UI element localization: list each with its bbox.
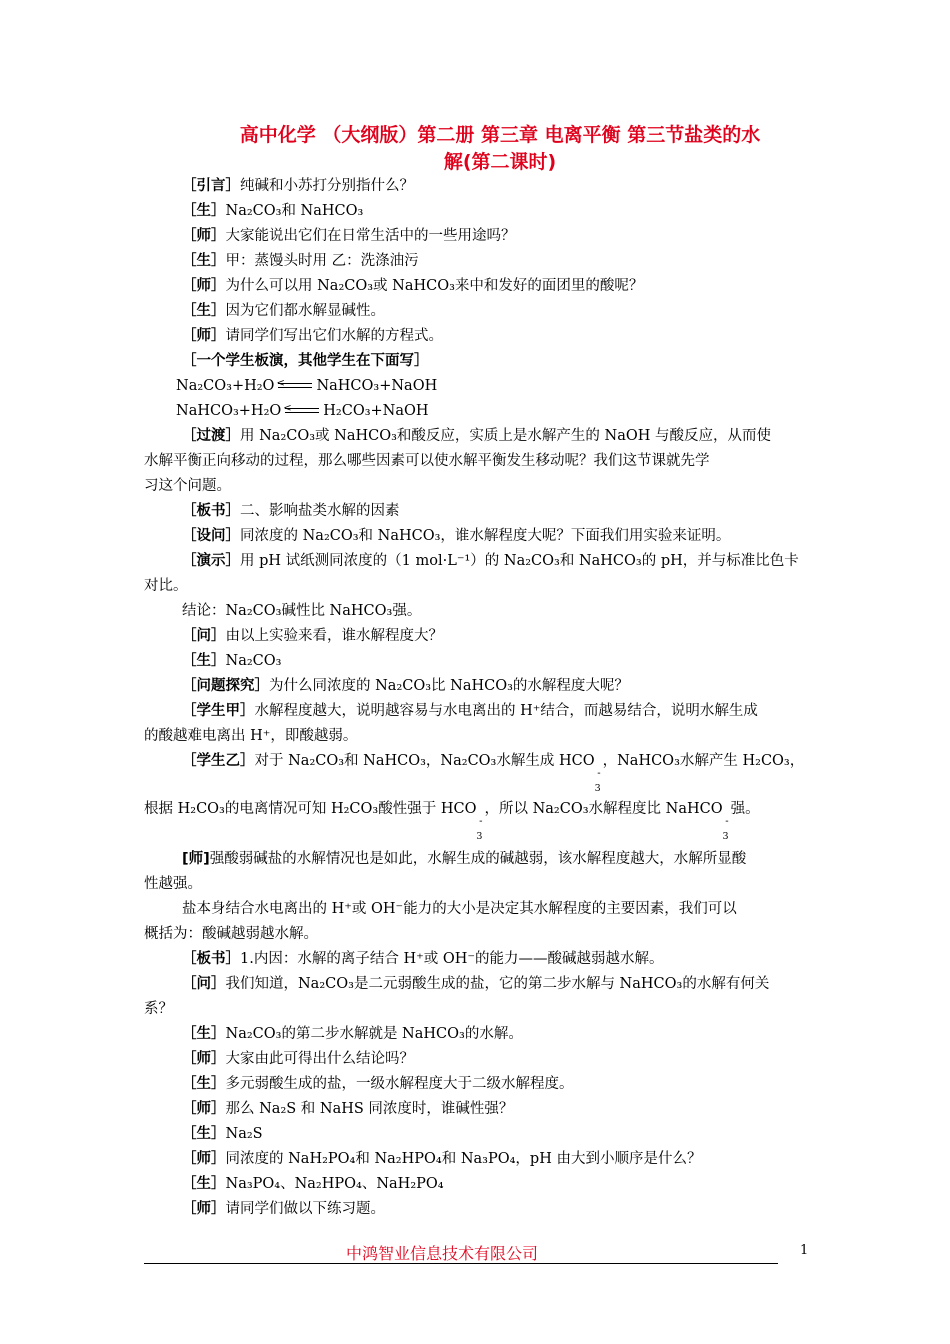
paragraph-text: 强酸弱碱盐的水解情况也是如此，水解生成的碱越弱，该水解程度越大，水解所显酸 [209,851,747,867]
paragraph-text: Na₂S [225,1126,263,1142]
paragraph [182,701,758,721]
paragraph [182,1199,385,1219]
speaker-tag: ［生］ [182,253,226,269]
speaker-tag: ［板书］ [182,503,240,519]
paragraph [182,974,769,994]
speaker-tag: ［师］ [182,1151,226,1167]
paragraph-continuation: 的酸越难电离出 H⁺，即酸越弱。 [144,728,358,744]
reversible-arrow-icon: < [276,379,314,393]
paragraph [182,226,516,246]
speaker-tag: ［生］ [182,303,226,319]
paragraph-continuation: 根据 H₂CO₃的电离情况可知 H₂CO₃酸性强于 HCO - 3 ，所以 Na₂CO₃水解程度比 NaHCO - 3 强。 [144,801,760,842]
paragraph-text: 大家能说出它们在日常生活中的一些用途吗？ [225,228,516,244]
paragraph: 盐本身结合水电离出的 H⁺或 OH⁻能力的大小是决定其水解程度的主要因素，我们可以 [182,901,737,917]
equation-left: Na₂CO₃+H₂O [176,378,275,394]
paragraph [182,301,385,321]
equation-1 [176,376,437,396]
speaker-tag: ［生］ [182,203,226,219]
paragraph-text: ，NaHCO₃水解产生 H₂CO₃， [602,753,805,769]
speaker-tag: ［设问］ [182,528,240,544]
reversible-arrow-icon: < [283,404,321,418]
speaker-tag: ［师］ [182,278,226,294]
paragraph [182,551,799,571]
paragraph-text: Na₂CO₃ [225,653,282,669]
speaker-tag: ［师］ [182,328,226,344]
equation-2 [176,401,429,421]
paragraph-text: 甲：蒸馒头时用 乙：洗涤油污 [225,253,419,269]
speaker-tag: ［学生乙］ [182,753,255,769]
paragraph [182,1049,414,1069]
paragraph-text: 用 pH 试纸测同浓度的（1 mol·L⁻¹）的 Na₂CO₃和 NaHCO₃的 pH，并与标准比色卡 [240,553,799,569]
speaker-tag: [师] [182,851,210,867]
paragraph-continuation: 水解平衡正向移动的过程，那么哪些因素可以使水解平衡发生移动呢？我们这节课就先学 [144,453,710,469]
speaker-tag: ［生］ [182,1126,226,1142]
paragraph [182,351,429,371]
paragraph [182,1024,523,1044]
speaker-tag: ［学生甲］ [182,703,255,719]
paragraph-continuation: 性越强。 [144,876,202,892]
paragraph [182,651,281,671]
paragraph [182,1174,444,1194]
paragraph-text: 由以上实验来看，谁水解程度大？ [225,628,443,644]
paragraph-text: 大家由此可得出什么结论吗？ [225,1051,414,1067]
paragraph [182,1124,263,1144]
paragraph [182,326,443,346]
paragraph-text: 同浓度的 Na₂CO₃和 NaHCO₃，谁水解程度大呢？下面我们用实验来证明。 [240,528,731,544]
speaker-tag: ［一个学生板演，其他学生在下面写］ [182,353,429,369]
equation-right: NaHCO₃+NaOH [316,378,438,394]
speaker-tag: ［板书］ [182,951,240,967]
paragraph-text: 请同学们写出它们水解的方程式。 [225,328,443,344]
speaker-tag: ［师］ [182,1101,226,1117]
paragraph-text: Na₂CO₃和 NaHCO₃ [225,203,364,219]
equation-left: NaHCO₃+H₂O [176,403,282,419]
speaker-tag: ［师］ [182,1201,226,1217]
paragraph-text: 多元弱酸生成的盐，一级水解程度大于二级水解程度。 [225,1076,574,1092]
paragraph [182,501,400,521]
footer-divider [144,1263,778,1264]
title-line-1: 高中化学 （大纲版）第二册 第三章 电离平衡 第三节盐类的水 [239,124,761,146]
paragraph-text: 我们知道，Na₂CO₃是二元弱酸生成的盐，它的第二步水解与 NaHCO₃的水解有何关 [225,976,770,992]
paragraph [182,626,443,646]
paragraph [182,276,643,296]
paragraph-text: 水解程度越大，说明越容易与水电离出的 H⁺结合，而越易结合，说明水解生成 [254,703,758,719]
speaker-tag: ［问］ [182,628,226,644]
paragraph-text: 二、影响盐类水解的因素 [240,503,400,519]
paragraph [182,949,664,969]
paragraph [182,176,414,196]
paragraph [182,1074,574,1094]
paragraph-text: 用 Na₂CO₃或 NaHCO₃和酸反应，实质上是水解产生的 NaOH 与酸反应，从而使 [240,428,772,444]
paragraph [182,526,730,546]
paragraph-text: 因为它们都水解显碱性。 [225,303,385,319]
speaker-tag: ［演示］ [182,553,240,569]
paragraph-text: 为什么可以用 Na₂CO₃或 NaHCO₃来中和发好的面团里的酸呢？ [225,278,644,294]
title-line-2: 解(第二课时) [443,151,557,173]
speaker-tag: ［问题探究］ [182,678,269,694]
paragraph [182,201,363,221]
paragraph-text: Na₂CO₃的第二步水解就是 NaHCO₃的水解。 [225,1026,523,1042]
paragraph [182,676,629,696]
paragraph [182,849,746,869]
speaker-tag: ［师］ [182,1051,226,1067]
paragraph: 结论：Na₂CO₃碱性比 NaHCO₃强。 [182,603,422,619]
document-title [150,122,850,176]
speaker-tag: ［师］ [182,228,226,244]
speaker-tag: ［生］ [182,1076,226,1092]
paragraph [182,251,419,271]
page-number: 1 [800,1243,809,1258]
paragraph-text: 同浓度的 NaH₂PO₄和 Na₂HPO₄和 Na₃PO₄，pH 由大到小顺序是什么？ [225,1151,702,1167]
speaker-tag: ［引言］ [182,178,240,194]
paragraph-text: 对于 Na₂CO₃和 NaHCO₃，Na₂CO₃水解生成 HCO [254,753,595,769]
paragraph-text: 那么 Na₂S 和 NaHS 同浓度时，谁碱性强？ [225,1101,514,1117]
speaker-tag: ［生］ [182,1026,226,1042]
speaker-tag: ［问］ [182,976,226,992]
equation-right: H₂CO₃+NaOH [323,403,429,419]
paragraph-text: Na₃PO₄、Na₂HPO₄、NaH₂PO₄ [225,1176,444,1192]
footer-company: 中鸿智业信息技术有限公司 [346,1244,539,1263]
paragraph-text: 请同学们做以下练习题。 [225,1201,385,1217]
speaker-tag: ［生］ [182,1176,226,1192]
paragraph-text: 纯碱和小苏打分别指什么？ [240,178,414,194]
speaker-tag: ［过渡］ [182,428,240,444]
paragraph-text: 为什么同浓度的 Na₂CO₃比 NaHCO₃的水解程度大呢？ [269,678,629,694]
paragraph [182,1149,701,1169]
paragraph-continuation: 对比。 [144,578,188,594]
paragraph-continuation: 习这个问题。 [144,478,231,494]
paragraph: ［学生乙］对于 Na₂CO₃和 NaHCO₃，Na₂CO₃水解生成 HCO - 3 ，NaHCO₃水解产生 H₂CO₃， [182,753,805,794]
paragraph-continuation: 系？ [144,1001,173,1017]
paragraph [182,426,771,446]
paragraph-text: 1.内因：水解的离子结合 H⁺或 OH⁻的能力——酸碱越弱越水解。 [240,951,664,967]
paragraph [182,1099,513,1119]
speaker-tag: ［生］ [182,653,226,669]
paragraph-continuation: 概括为：酸碱越弱越水解。 [144,926,318,942]
